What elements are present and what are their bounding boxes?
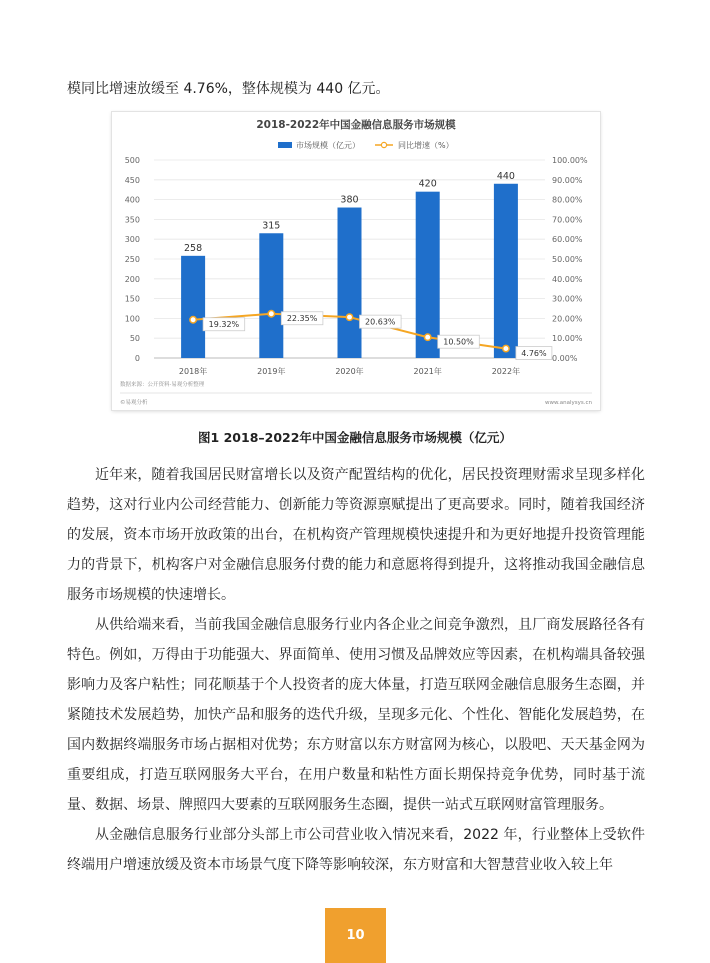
y-tick-left: 500 [124,156,140,165]
growth-value-label: 22.35% [286,314,318,324]
chart-figure [112,112,600,410]
growth-point [268,311,274,317]
y-tick-left: 0 [134,354,140,363]
bar-value-label: 420 [418,178,437,190]
y-tick-left: 200 [124,274,140,284]
y-tick-right: 0.00% [552,354,578,363]
legend-bar-label: 市场规模（亿元） [296,141,360,150]
y-tick-left: 150 [124,294,140,304]
top-line-text: 模同比增速放缓至 4.76%，整体规模为 440 亿元。 [67,81,390,97]
y-tick-right: 40.00% [552,274,583,284]
paragraph: 从供给端来看，当前我国金融信息服务行业内各企业之间竞争激烈，且厂商发展路径各有特色。例如，万得由于功能强大、界面简单、使用习惯及品牌效应等因素，在机构端具备较强影响力及客户粘性；同花顺基于个人投资者的庞大体量，打造互联网金融信息服务生态圈，并紧随技术发展趋势，加快产品和服务的迭代升级，呈现多元化、个性化、智能化发展趋势，在国内数据终端服务市场占据相对优势；东方财富以东方财富网为核心，以股吧、天天基金网为重要组成，打造互联网服务大平台，在用户数量和粘性方面长期保持竞争优势，同时基于流量、数据、场景、牌照四大要素的互联网服务生态圈，提供一站式互联网财富管理服务。 [67,617,645,813]
bar-value-label: 315 [262,220,281,232]
bar [416,192,440,358]
y-tick-left: 100 [124,314,140,324]
footer-right: www.analysys.cn [545,400,592,406]
bar [338,208,362,358]
growth-point [425,334,431,340]
y-tick-right: 20.00% [552,314,583,324]
growth-point [503,345,509,351]
y-tick-left: 350 [124,215,140,225]
y-tick-left: 250 [124,255,140,264]
bar-value-label: 380 [340,194,359,206]
x-tick-label: 2022年 [491,367,521,376]
bar-value-label: 440 [496,170,515,182]
y-tick-right: 60.00% [552,235,583,245]
growth-value-label: 4.76% [521,349,547,359]
legend-line-marker [381,142,386,147]
bar [494,184,518,358]
bar-value-label: 258 [184,242,203,254]
y-tick-right: 30.00% [552,294,583,304]
y-tick-right: 100.00% [552,156,588,165]
legend-line-label: 同比增速（%） [398,141,454,150]
growth-value-label: 20.63% [365,317,396,327]
y-tick-right: 80.00% [552,195,583,205]
y-tick-right: 90.00% [552,175,583,185]
footer-left: ©易观分析 [120,400,148,406]
growth-value-label: 19.32% [208,320,240,330]
x-tick-label: 2020年 [335,367,364,376]
legend-bar-swatch [278,142,292,148]
x-tick-label: 2018年 [178,367,208,376]
source-note: 数据来源：公开资料·易观分析整理 [120,382,205,388]
y-tick-right: 70.00% [552,215,583,225]
market-size-chart [112,112,600,410]
growth-point [190,317,196,323]
y-tick-left: 50 [129,334,140,344]
body-text [67,460,645,880]
y-tick-left: 450 [124,175,140,185]
bar [259,233,283,358]
paragraph: 近年来，随着我国居民财富增长以及资产配置结构的优化，居民投资理财需求呈现多样化趋势，这对行业内公司经营能力、创新能力等资源禀赋提出了更高要求。同时，随着我国经济的发展，资本市场开放政策的出台，在机构资产管理规模快速提升和为更好地提升投资管理能力的背景下，机构客户对金融信息服务付费的能力和意愿将得到提升，这将推动我国金融信息服务市场规模的快速增长。 [67,467,645,603]
figure-caption: 图1 2018–2022年中国金融信息服务市场规模（亿元） [198,430,512,445]
y-tick-left: 400 [124,195,140,205]
growth-point [346,314,352,320]
chart-title: 2018-2022年中国金融信息服务市场规模 [256,119,456,131]
growth-value-label: 10.50% [443,337,474,347]
x-tick-label: 2021年 [413,367,442,376]
y-tick-left: 300 [124,235,140,245]
y-tick-right: 10.00% [552,334,583,344]
x-tick-label: 2019年 [257,367,286,376]
page-number: 10 [325,908,386,963]
y-tick-right: 50.00% [552,255,583,264]
paragraph: 从金融信息服务行业部分头部上市公司营业收入情况来看，2022 年，行业整体上受软件终端用户增速放缓及资本市场景气度下降等影响较深，东方财富和大智慧营业收入较上年 [67,827,645,873]
bar [181,256,205,358]
